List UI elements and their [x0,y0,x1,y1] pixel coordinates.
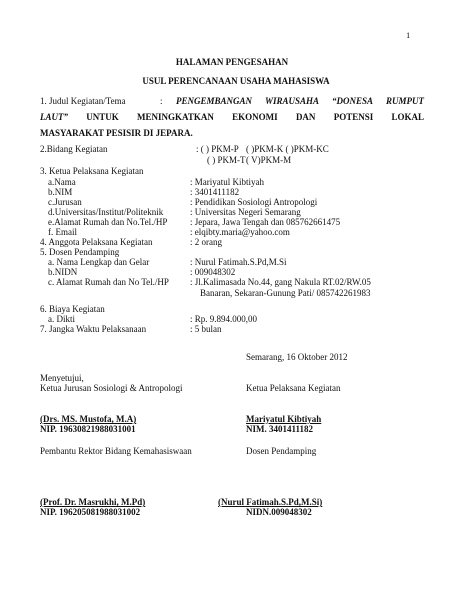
dosen-field-label: c. Alamat Rumah dan No Tel./HP [48,277,169,287]
ketua-field-value: : Universitas Negeri Semarang [190,207,301,217]
ketua-field-label: e.Alamat Rumah dan No.Tel./HP [48,217,168,227]
jangka-value: : 5 bulan [190,324,222,334]
ketua-field-label: b.NIM [48,187,73,197]
date-place: Semarang, 16 Oktober 2012 [246,352,348,362]
ketua-field-label: d.Universitas/Institut/Politeknik [48,207,164,217]
anggota-value: : 2 orang [190,237,222,247]
signer-id-left: NIP. 196205081988031002 [40,507,141,517]
bidang-option: ( )PKM-K ( )PKM-KC [246,144,329,154]
title-label: 1. Judul Kegiatan/Tema [40,96,126,106]
bidang-option: ( ) PKM-T [207,155,246,165]
signer-id-left: NIP. 19630821988031001 [40,424,136,434]
ketua-field-value: : Mariyatul Kibtiyah [190,177,264,187]
page-heading: HALAMAN PENGESAHAN [175,57,289,67]
dosen-address-line-2: Banaran, Sekaran-Gunung Pati/ 085742261983 [200,288,371,298]
signer-name-right: Mariyatul Kibtiyah [246,414,322,424]
signer-name-right: (Nurul Fatimah.S.Pd,M.Si) [218,497,323,507]
dosen-field-value: : 009048302 [190,267,236,277]
title-word: POTENSI [333,112,374,122]
signer-name-left: (Prof. Dr. Masrukhi, M.Pd) [40,497,146,507]
dosen-field-label: a. Nama Lengkap dan Gelar [48,257,150,267]
ketua-field-label: a.Nama [48,177,76,187]
sign-role-right: Dosen Pendamping [246,446,317,456]
ketua-field-label: f. Email [48,227,77,237]
dosen-field-value: : Nurul Fatimah.S.Pd,M.Si [190,257,287,267]
page-number: 1 [406,30,411,40]
title-line-3: MASYARAKAT PESISIR DI JEPARA. [40,128,193,138]
title-line-1 [176,96,424,107]
title-word: MENINGKATKAN [137,112,214,122]
title-word: RUMPUT [385,96,424,106]
sign-role-left: Pembantu Rektor Bidang Kemahasiswaan [40,446,192,456]
title-word: LAUT” [40,112,68,122]
ketua-field-value: : Jepara, Jawa Tengah dan 085762661475 [190,217,341,227]
signer-name-left: (Drs. MS. Mustofa, M.A) [40,414,137,424]
dosen-field-label: b.NIDN [48,267,78,277]
title-word: PENGEMBANGAN [176,96,253,106]
anggota-label: 4. Anggota Pelaksana Kegiatan [40,237,153,247]
dosen-field-value: : Jl.Kalimasada No.44, gang Nakula RT.02/RW.05 [190,277,371,287]
title-word: UNTUK [86,112,119,122]
bidang-option: ( V)PKM-M [246,155,292,165]
title-line-2 [40,112,424,123]
title-colon: : [160,96,163,106]
title-word: “DONESA [331,96,373,106]
title-word: DAN [295,112,316,122]
page-subheading [0,76,464,87]
sign-role-left: Ketua Jurusan Sosiologi & Antropologi [40,383,183,393]
biaya-heading: 6. Biaya Kegiatan [40,304,105,314]
sign-role-right: Ketua Pelaksana Kegiatan [246,383,341,393]
ketua-field-value: : 3401411182 [190,187,240,197]
ketua-field-value: : Pendidikan Sosiologi Antropologi [190,197,318,207]
dosen-heading: 5. Dosen Pendamping [40,247,120,257]
bidang-option: : ( ) PKM-P [196,144,239,154]
bidang-label: 2.Bidang Kegiatan [40,144,108,154]
ketua-heading: 3. Ketua Pelaksana Kegiatan [40,166,144,176]
jangka-label: 7. Jangka Waktu Pelaksanaan [40,324,147,334]
biaya-dikti-value: : Rp. 9.894.000,00 [190,314,258,324]
title-word: WIRAUSAHA [264,96,320,106]
signer-id-right: NIM. 3401411182 [246,424,314,434]
menyetujui-label: Menyetujui, [40,373,84,383]
subheading-text: USUL PERENCANAAN USAHA MAHASISWA [142,76,330,86]
ketua-field-value: : elqibty.maria@yahoo.com [190,227,290,237]
biaya-dikti-label: a. Dikti [48,314,75,324]
title-word: EKONOMI [232,112,278,122]
ketua-field-label: c.Jurusan [48,197,82,207]
title-word: LOKAL [391,112,424,122]
signer-id-right: NIDN.009048302 [246,507,312,517]
